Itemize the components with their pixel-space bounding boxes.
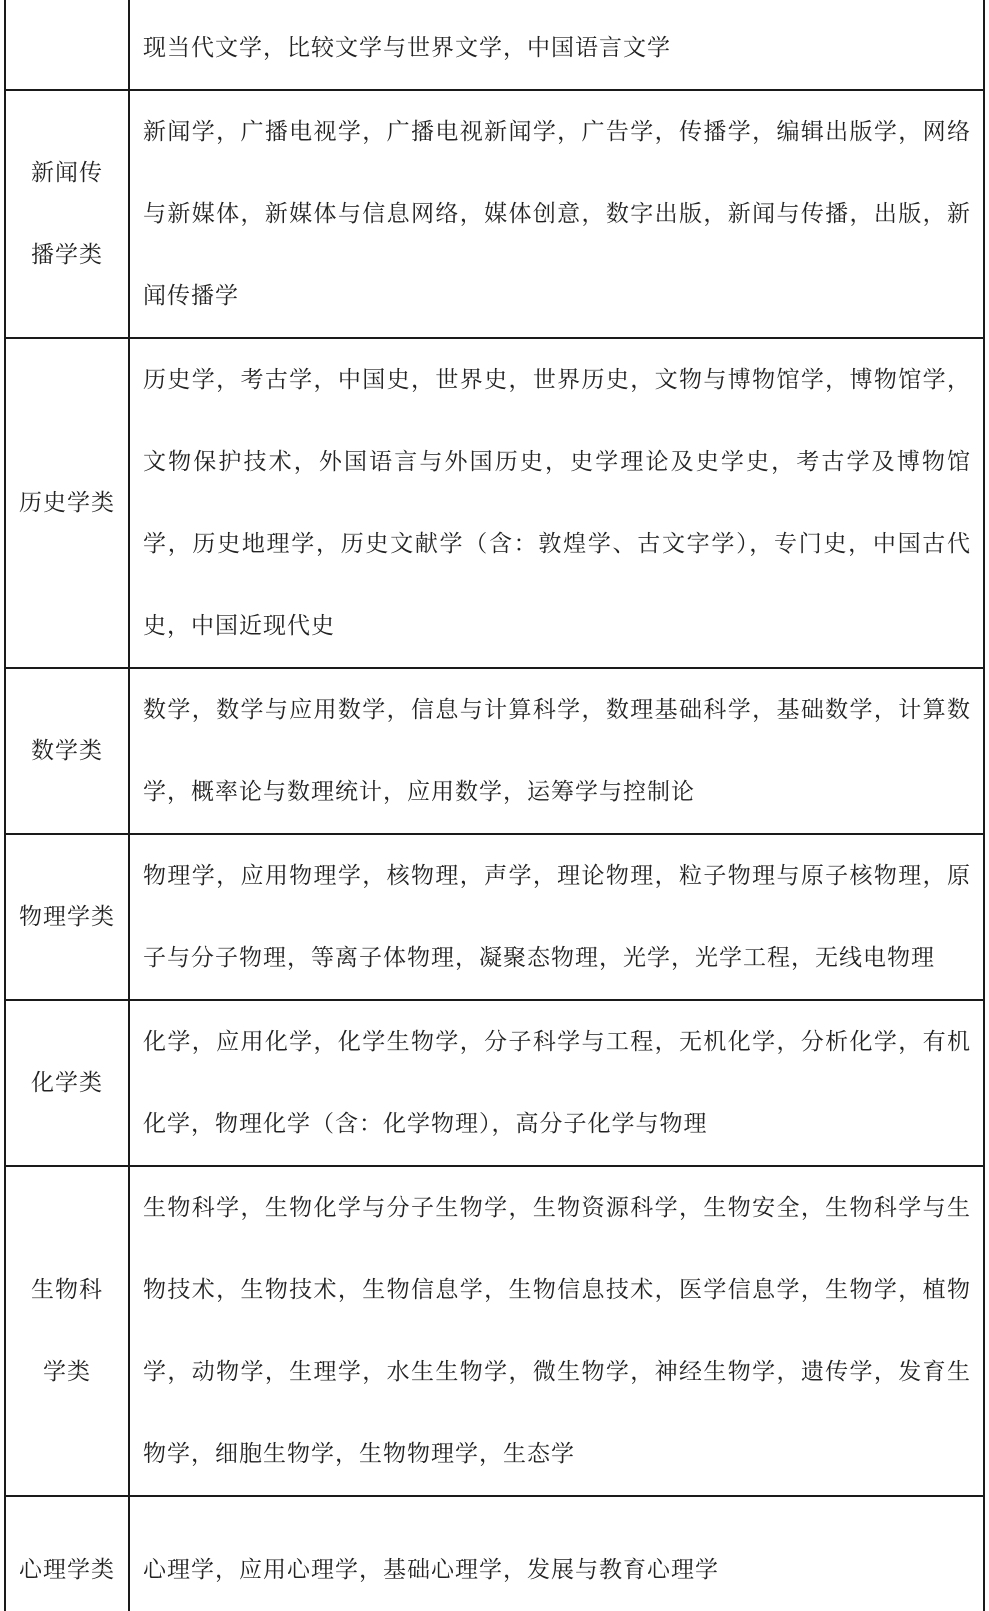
category-cell	[5, 0, 129, 90]
table-row	[5, 1496, 984, 1611]
majors-table	[4, 0, 985, 1611]
majors-cell: 数学，数学与应用数学，信息与计算科学，数理基础科学，基础数学，计算数学，概率论与数理统计，应用数学，运筹学与控制论	[129, 668, 984, 834]
category-cell: 历史学类	[5, 338, 129, 668]
table-row	[5, 1000, 984, 1166]
category-cell	[5, 1166, 129, 1496]
majors-cell	[129, 0, 984, 90]
category-cell: 化学类	[5, 1000, 129, 1166]
majors-cell: 物理学，应用物理学，核物理，声学，理论物理，粒子物理与原子核物理，原子与分子物理，等离子体物理，凝聚态物理，光学，光学工程，无线电物理	[129, 834, 984, 1000]
table-row	[5, 668, 984, 834]
category-cell	[5, 90, 129, 338]
table-row	[5, 834, 984, 1000]
majors-cell: 新闻学，广播电视学，广播电视新闻学，广告学，传播学，编辑出版学，网络与新媒体，新媒体与信息网络，媒体创意，数字出版，新闻与传播，出版，新闻传播学	[129, 90, 984, 338]
category-text: 生物科学类	[31, 1277, 103, 1385]
table-row	[5, 1166, 984, 1496]
category-cell: 心理学类	[5, 1496, 129, 1611]
majors-cell: 历史学，考古学，中国史，世界史，世界历史，文物与博物馆学，博物馆学，文物保护技术，外国语言与外国历史，史学理论及史学史，考古学及博物馆学，历史地理学，历史文献学（含：敦煌学、古文字学），专门史，中国古代史，中国近现代史	[129, 338, 984, 668]
table-row	[5, 338, 984, 668]
category-cell: 物理学类	[5, 834, 129, 1000]
majors-cell: 生物科学，生物化学与分子生物学，生物资源科学，生物安全，生物科学与生物技术，生物技术，生物信息学，生物信息技术，医学信息学，生物学，植物学，动物学，生理学，水生生物学，微生物学，神经生物学，遗传学，发育生物学，细胞生物学，生物物理学，生态学	[129, 1166, 984, 1496]
table-row	[5, 0, 984, 90]
table-row	[5, 90, 984, 338]
category-cell: 数学类	[5, 668, 129, 834]
majors-cell: 化学，应用化学，化学生物学，分子科学与工程，无机化学，分析化学，有机化学，物理化学（含：化学物理），高分子化学与物理	[129, 1000, 984, 1166]
majors-text: 现当代文学，比较文学与世界文学，中国语言文学	[143, 35, 671, 61]
category-text: 新闻传播学类	[31, 160, 103, 268]
majors-cell: 心理学，应用心理学，基础心理学，发展与教育心理学	[129, 1496, 984, 1611]
